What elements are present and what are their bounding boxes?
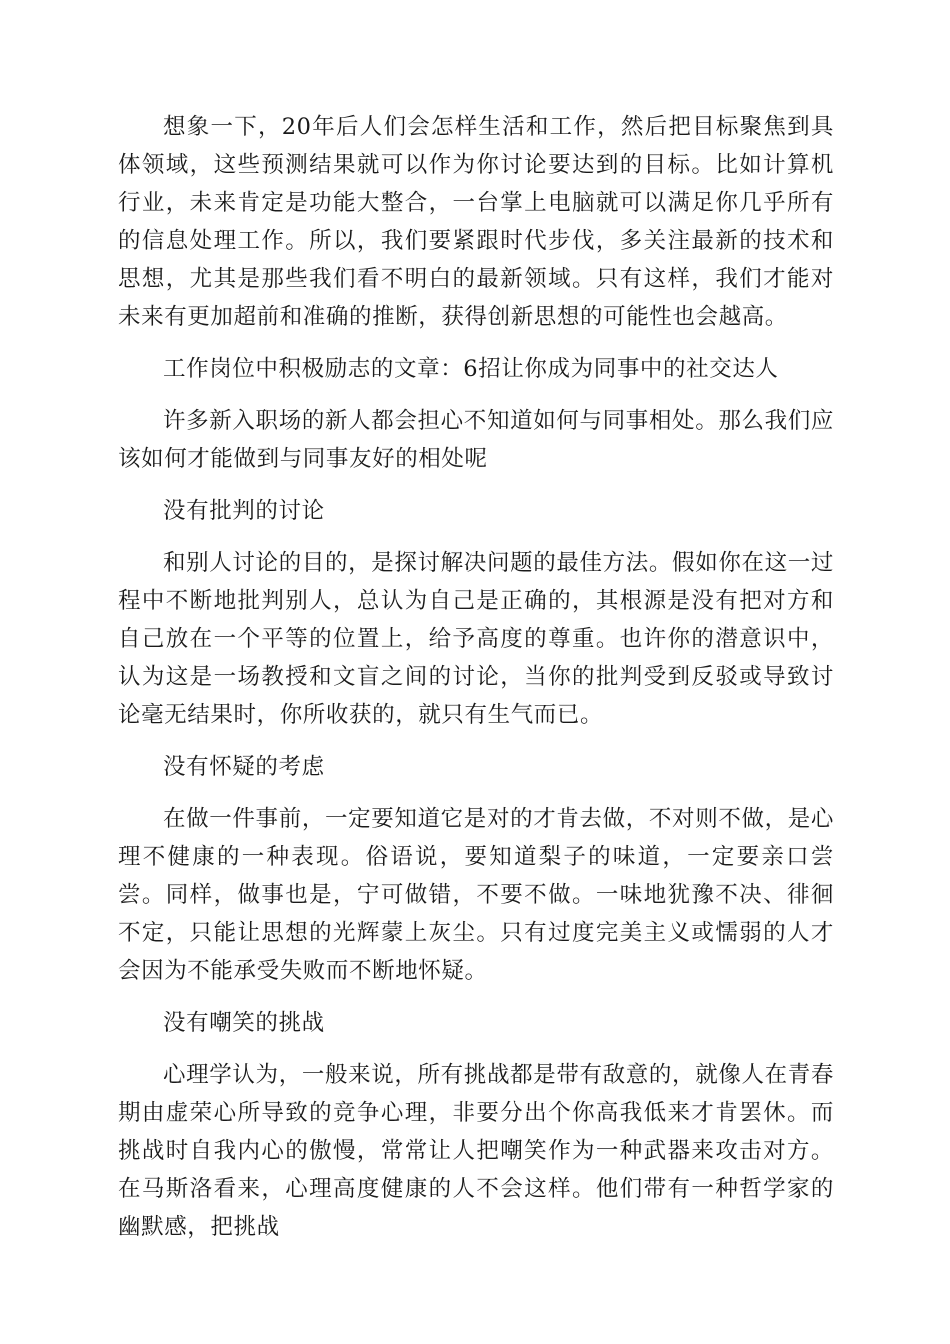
paragraph-challenge: 心理学认为，一般来说，所有挑战都是带有敌意的，就像人在青春期由虚荣心所导致的竞争心理，非要分出个你高我低来才肯罢休。而挑战时自我内心的傲慢，常常让人把嘲笑作为一种武器来攻击对方。在马斯洛看来，心理高度健康的人不会这样。他们带有一种哲学家的幽默感，把挑战 (118, 1062, 834, 1240)
section-heading-challenge: 没有嘲笑的挑战 (163, 1010, 325, 1036)
paragraph-discussion: 和别人讨论的目的，是探讨解决问题的最佳方法。假如你在这一过程中不断地批判别人，总认为自己是正确的，其根源是没有把对方和自己放在一个平等的位置上，给予高度的尊重。也许你的潜意识中，认为这是一场教授和文盲之间的讨论，当你的批判受到反驳或导致讨论毫无结果时，你所收获的，就只有生气而已。 (118, 550, 834, 728)
paragraph-future-prediction: 想象一下，20年后人们会怎样生活和工作，然后把目标聚焦到具体领域，这些预测结果就可以作为你讨论要达到的目标。比如计算机行业，未来肯定是功能大整合，一台掌上电脑就可以满足你几乎所有的信息处理工作。所以，我们要紧跟时代步伐，多关注最新的技术和思想，尤其是那些我们看不明白的最新领域。只有这样，我们才能对未来有更加超前和准确的推断，获得创新思想的可能性也会越高。 (118, 114, 834, 330)
section-heading-consideration: 没有怀疑的考虑 (163, 754, 325, 780)
article-title: 工作岗位中积极励志的文章：6招让你成为同事中的社交达人 (163, 356, 779, 382)
paragraph-intro: 许多新入职场的新人都会担心不知道如何与同事相处。那么我们应该如何才能做到与同事友好的相处呢 (118, 408, 834, 472)
document-body (118, 108, 834, 1260)
section-heading-discussion: 没有批判的讨论 (163, 498, 325, 524)
paragraph-consideration: 在做一件事前，一定要知道它是对的才肯去做，不对则不做，是心理不健康的一种表现。俗语说，要知道梨子的味道，一定要亲口尝尝。同样，做事也是，宁可做错，不要不做。一味地犹豫不决、徘徊不定，只能让思想的光辉蒙上灰尘。只有过度完美主义或懦弱的人才会因为不能承受失败而不断地怀疑。 (118, 806, 834, 984)
